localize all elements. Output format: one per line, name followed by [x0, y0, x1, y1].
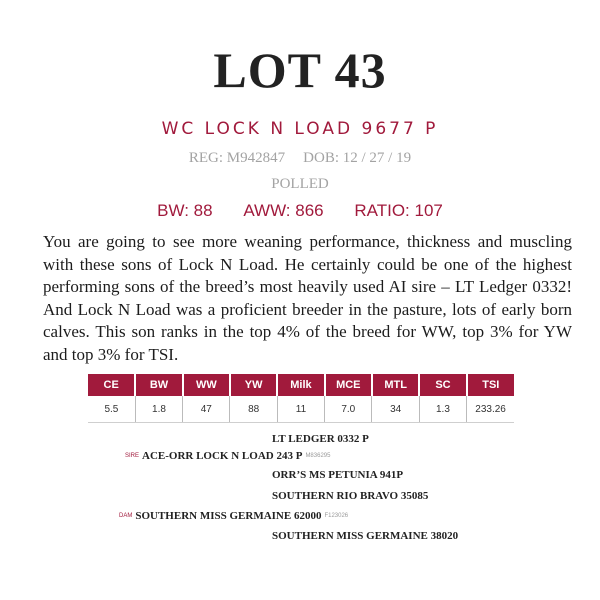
epd-value-ce: 5.5	[88, 396, 135, 423]
epd-value-milk: 11	[277, 396, 324, 423]
epd-header-tsi: TSI	[467, 374, 514, 396]
epd-header-ww: WW	[183, 374, 230, 396]
epd-value-mce: 7.0	[325, 396, 372, 423]
lot-title: LOT 43	[213, 42, 387, 98]
polled-label: POLLED	[271, 176, 329, 192]
epd-header-mtl: MTL	[372, 374, 419, 396]
sire-name: ACE-ORR LOCK N LOAD 243 P	[142, 450, 303, 462]
pedigree-sire-dam: ORR’S MS PETUNIA 941P	[272, 469, 404, 481]
epd-header-mce: MCE	[325, 374, 372, 396]
adjusted-weaning-weight: AWW: 866	[243, 201, 324, 220]
epd-value-row	[88, 396, 514, 423]
dam-role-label: DAM	[119, 513, 133, 519]
birth-weight: BW: 88	[157, 201, 213, 220]
dam-name: SOUTHERN MISS GERMAINE 62000	[135, 510, 322, 522]
pedigree-dam-sire: SOUTHERN RIO BRAVO 35085	[272, 490, 429, 502]
epd-value-ww: 47	[183, 396, 230, 423]
epd-value-tsi: 233.26	[467, 396, 514, 423]
epd-header-bw: BW	[135, 374, 182, 396]
pedigree-dam-dam: SOUTHERN MISS GERMAINE 38020	[272, 530, 459, 542]
performance-stats	[0, 200, 600, 222]
registration-number: REG: M942847	[188, 150, 286, 166]
epd-header-ce: CE	[88, 374, 135, 396]
epd-table	[88, 374, 514, 423]
pedigree-sire	[125, 449, 330, 463]
epd-value-bw: 1.8	[135, 396, 182, 423]
epd-header-sc: SC	[419, 374, 466, 396]
animal-name: WC LOCK N LOAD 9677 P	[161, 119, 439, 139]
pedigree-sire-sire: LT LEDGER 0332 P	[272, 433, 369, 445]
pedigree-dam	[119, 509, 348, 523]
epd-value-sc: 1.3	[419, 396, 466, 423]
epd-value-yw: 88	[230, 396, 277, 423]
epd-value-mtl: 34	[372, 396, 419, 423]
epd-header-milk: Milk	[277, 374, 324, 396]
description-paragraph: You are going to see more weaning performance, thickness and muscling with these sons of Lock N Load. He certainly could be one of the highest performing sons of the breed’s most heavily used AI sire – LT Ledger 0332! And Lock N Load was a proficient breeder in the pasture, lots of early born calves. This son ranks in the top 4% of the breed for WW, top 3% for YW and top 3% for TSI.	[43, 232, 572, 364]
date-of-birth: DOB: 12 / 27 / 19	[303, 150, 412, 166]
epd-header-yw: YW	[230, 374, 277, 396]
weaning-ratio: RATIO: 107	[354, 201, 443, 220]
sire-registration: M836295	[305, 453, 331, 459]
sire-role-label: SIRE	[125, 453, 140, 459]
registration-line	[0, 148, 600, 168]
dam-registration: F123026	[324, 513, 349, 519]
epd-header-row	[88, 374, 514, 396]
